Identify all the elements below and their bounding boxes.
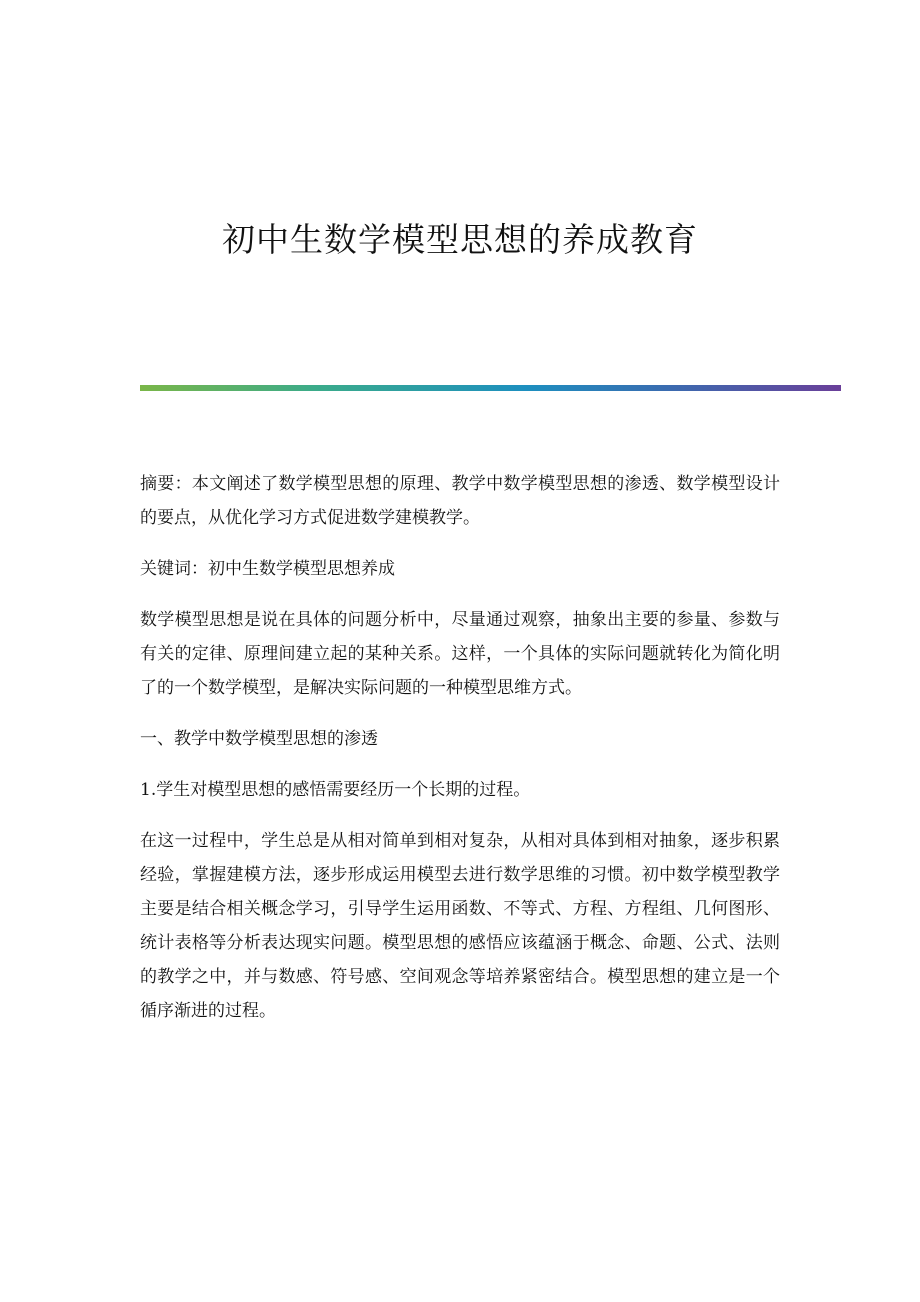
abstract-paragraph: 摘要：本文阐述了数学模型思想的原理、教学中数学模型思想的渗透、数学模型设计的要点，从优化学习方式促进数学建模教学。 [140, 474, 780, 528]
subsection-heading: 1.学生对模型思想的感悟需要经历一个长期的过程。 [140, 780, 531, 800]
section-heading: 一、教学中数学模型思想的渗透 [140, 729, 378, 749]
keywords-paragraph: 关键词：初中生数学模型思想养成 [140, 559, 395, 579]
title-divider [140, 385, 841, 391]
intro-paragraph: 数学模型思想是说在具体的问题分析中，尽量通过观察，抽象出主要的参量、参数与有关的定律、原理间建立起的某种关系。这样，一个具体的实际问题就转化为简化明了的一个数学模型，是解决实际问题的一种模型思维方式。 [140, 610, 780, 698]
subsection-body-paragraph: 在这一过程中，学生总是从相对简单到相对复杂，从相对具体到相对抽象，逐步积累经验，掌握建模方法，逐步形成运用模型去进行数学思维的习惯。初中数学模型教学主要是结合相关概念学习，引导学生运用函数、不等式、方程、方程组、几何图形、统计表格等分析表达现实问题。模型思想的感悟应该蕴涵于概念、命题、公式、法则的教学之中，并与数感、符号感、空间观念等培养紧密结合。模型思想的建立是一个循序渐进的过程。 [140, 831, 780, 1021]
document-title: 初中生数学模型思想的养成教育 [222, 220, 698, 259]
document-body [140, 467, 780, 1045]
